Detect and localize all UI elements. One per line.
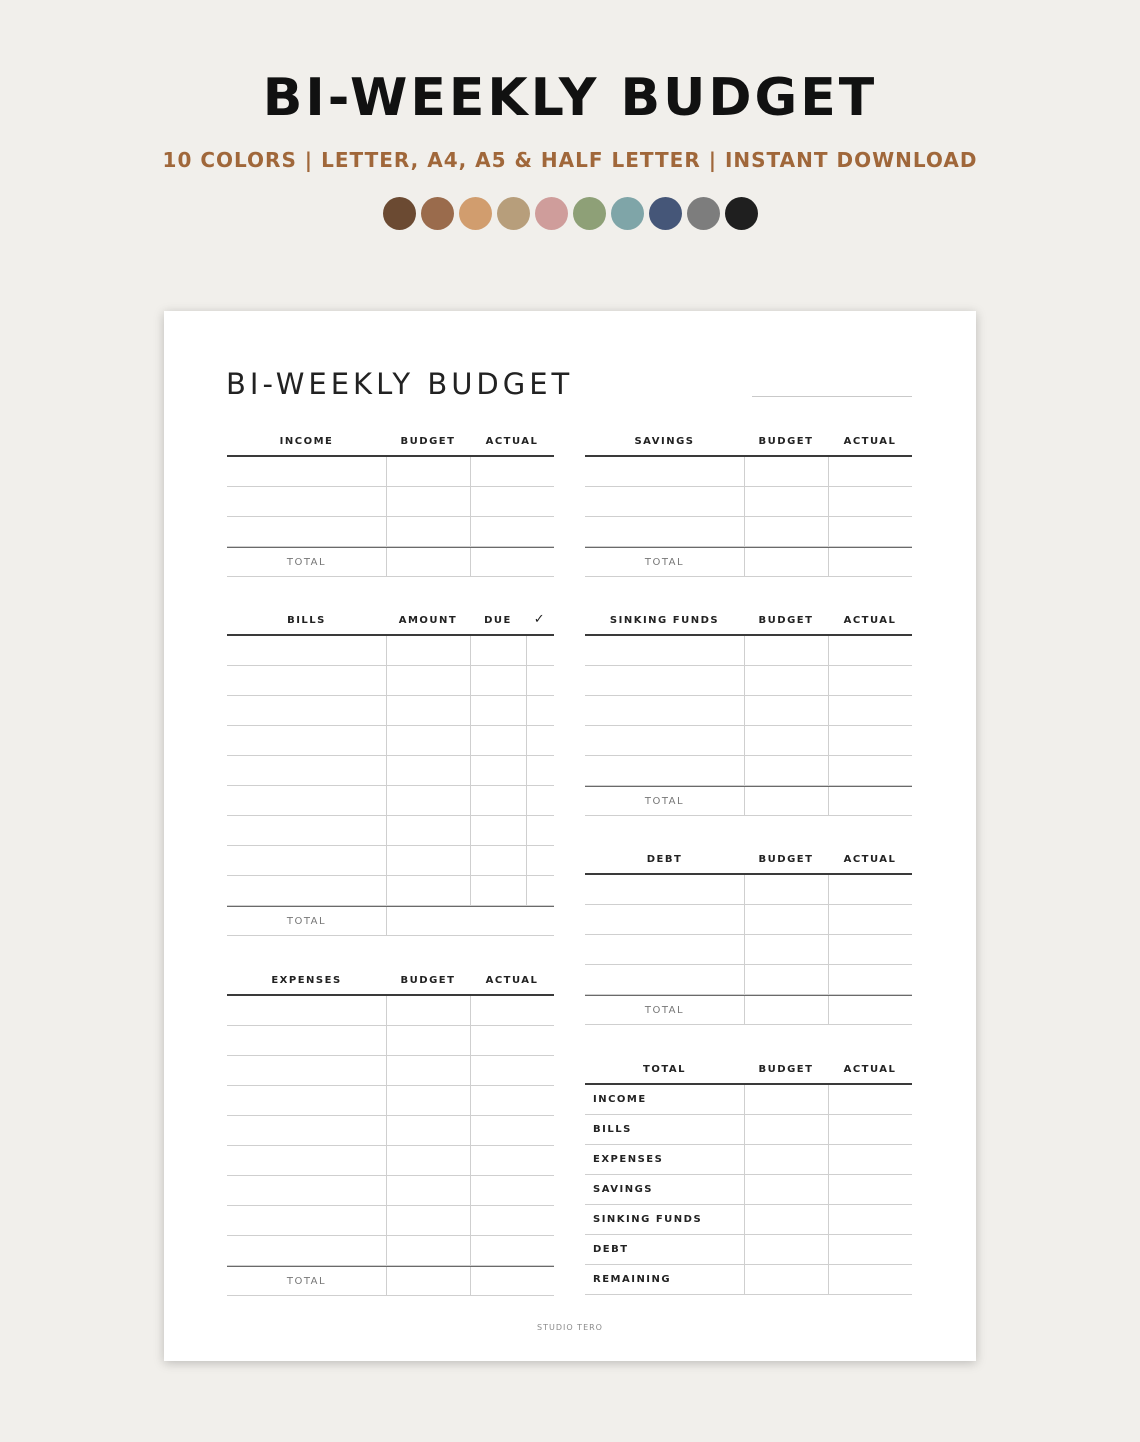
table-header bbox=[227, 606, 554, 636]
table-row[interactable] bbox=[585, 666, 912, 696]
total-row[interactable] bbox=[585, 786, 912, 816]
brand-footer: STUDIO TERO bbox=[537, 1323, 603, 1332]
color-swatch-8 bbox=[649, 197, 682, 230]
total-label: TOTAL bbox=[286, 1276, 327, 1287]
color-swatch-1 bbox=[383, 197, 416, 230]
row-label: INCOME bbox=[593, 1094, 647, 1105]
savings-table bbox=[585, 427, 912, 577]
table-row[interactable] bbox=[585, 935, 912, 965]
sinking-funds-table bbox=[585, 606, 912, 816]
color-swatch-2 bbox=[421, 197, 454, 230]
total-label: TOTAL bbox=[644, 796, 685, 807]
column-header-amount: AMOUNT bbox=[398, 615, 458, 626]
column-header-actual: ACTUAL bbox=[843, 1064, 897, 1075]
income-table bbox=[227, 427, 554, 577]
table-row[interactable] bbox=[227, 846, 554, 876]
column-header-actual: ACTUAL bbox=[843, 436, 897, 447]
table-row[interactable] bbox=[585, 457, 912, 487]
row-label: SINKING FUNDS bbox=[593, 1214, 703, 1225]
column-header-actual: ACTUAL bbox=[843, 854, 897, 865]
table-row[interactable] bbox=[227, 1086, 554, 1116]
expenses-table bbox=[227, 966, 554, 1296]
summary-row-expenses[interactable] bbox=[585, 1145, 912, 1175]
date-line[interactable] bbox=[752, 396, 912, 397]
checkmark-icon: ✓ bbox=[533, 612, 547, 627]
table-header bbox=[227, 427, 554, 457]
summary-row-sinking-funds[interactable] bbox=[585, 1205, 912, 1235]
total-row[interactable] bbox=[227, 1266, 554, 1296]
summary-row-debt[interactable] bbox=[585, 1235, 912, 1265]
total-row[interactable] bbox=[585, 547, 912, 577]
color-swatches bbox=[0, 197, 1140, 230]
table-row[interactable] bbox=[585, 875, 912, 905]
column-header-budget: BUDGET bbox=[400, 436, 456, 447]
color-swatch-9 bbox=[687, 197, 720, 230]
column-header-budget: BUDGET bbox=[400, 975, 456, 986]
color-swatch-4 bbox=[497, 197, 530, 230]
table-row[interactable] bbox=[227, 816, 554, 846]
promo-subtitle: 10 COLORS | LETTER, A4, A5 & HALF LETTER | INSTANT DOWNLOAD bbox=[162, 148, 978, 172]
table-row[interactable] bbox=[227, 1056, 554, 1086]
summary-row-bills[interactable] bbox=[585, 1115, 912, 1145]
column-header-category: INCOME bbox=[279, 436, 334, 447]
table-row[interactable] bbox=[227, 996, 554, 1026]
table-header bbox=[585, 606, 912, 636]
column-header-actual: ACTUAL bbox=[485, 436, 539, 447]
color-swatch-10 bbox=[725, 197, 758, 230]
summary-table bbox=[585, 1055, 912, 1295]
total-row[interactable] bbox=[227, 906, 554, 936]
table-row[interactable] bbox=[227, 1146, 554, 1176]
bills-table bbox=[227, 606, 554, 936]
total-label: TOTAL bbox=[644, 1005, 685, 1016]
column-header-actual: ACTUAL bbox=[843, 615, 897, 626]
table-row[interactable] bbox=[585, 756, 912, 786]
table-row[interactable] bbox=[585, 636, 912, 666]
column-header-category: BILLS bbox=[287, 615, 326, 626]
table-row[interactable] bbox=[227, 786, 554, 816]
table-row[interactable] bbox=[227, 1236, 554, 1266]
column-header-category: SINKING FUNDS bbox=[609, 615, 720, 626]
table-row[interactable] bbox=[227, 1206, 554, 1236]
summary-row-remaining[interactable] bbox=[585, 1265, 912, 1295]
table-row[interactable] bbox=[227, 487, 554, 517]
color-swatch-3 bbox=[459, 197, 492, 230]
column-header-category: EXPENSES bbox=[271, 975, 342, 986]
table-header bbox=[227, 966, 554, 996]
column-header-category: DEBT bbox=[646, 854, 683, 865]
table-row[interactable] bbox=[227, 726, 554, 756]
promo-title: BI-WEEKLY BUDGET bbox=[262, 68, 878, 128]
row-label: EXPENSES bbox=[593, 1154, 664, 1165]
row-label: REMAINING bbox=[593, 1274, 672, 1285]
table-header bbox=[585, 427, 912, 457]
table-row[interactable] bbox=[227, 1176, 554, 1206]
column-header-due: DUE bbox=[484, 615, 512, 626]
table-row[interactable] bbox=[227, 666, 554, 696]
column-header-budget: BUDGET bbox=[758, 854, 814, 865]
table-row[interactable] bbox=[227, 457, 554, 487]
table-row[interactable] bbox=[585, 965, 912, 995]
table-row[interactable] bbox=[585, 726, 912, 756]
color-swatch-7 bbox=[611, 197, 644, 230]
column-header-actual: ACTUAL bbox=[485, 975, 539, 986]
table-header bbox=[585, 845, 912, 875]
table-row[interactable] bbox=[227, 1026, 554, 1056]
column-header-category: TOTAL bbox=[643, 1064, 686, 1075]
table-row[interactable] bbox=[585, 696, 912, 726]
table-row[interactable] bbox=[227, 876, 554, 906]
table-row[interactable] bbox=[227, 636, 554, 666]
summary-row-income[interactable] bbox=[585, 1085, 912, 1115]
total-label: TOTAL bbox=[644, 557, 685, 568]
row-label: BILLS bbox=[593, 1124, 632, 1135]
budget-sheet bbox=[164, 311, 976, 1361]
row-label: SAVINGS bbox=[593, 1184, 654, 1195]
total-row[interactable] bbox=[585, 995, 912, 1025]
debt-table bbox=[585, 845, 912, 1025]
column-header-category: SAVINGS bbox=[634, 436, 695, 447]
table-row[interactable] bbox=[227, 756, 554, 786]
column-header-budget: BUDGET bbox=[758, 436, 814, 447]
summary-row-savings[interactable] bbox=[585, 1175, 912, 1205]
table-row[interactable] bbox=[585, 905, 912, 935]
column-header-budget: BUDGET bbox=[758, 1064, 814, 1075]
column-header-budget: BUDGET bbox=[758, 615, 814, 626]
table-row[interactable] bbox=[585, 487, 912, 517]
table-row[interactable] bbox=[227, 696, 554, 726]
table-row[interactable] bbox=[227, 1116, 554, 1146]
color-swatch-5 bbox=[535, 197, 568, 230]
table-row[interactable] bbox=[227, 517, 554, 547]
color-swatch-6 bbox=[573, 197, 606, 230]
total-row[interactable] bbox=[227, 547, 554, 577]
total-label: TOTAL bbox=[286, 916, 327, 927]
row-label: DEBT bbox=[593, 1244, 629, 1255]
table-header bbox=[585, 1055, 912, 1085]
total-label: TOTAL bbox=[286, 557, 327, 568]
table-row[interactable] bbox=[585, 517, 912, 547]
sheet-title: BI-WEEKLY BUDGET bbox=[226, 367, 574, 401]
